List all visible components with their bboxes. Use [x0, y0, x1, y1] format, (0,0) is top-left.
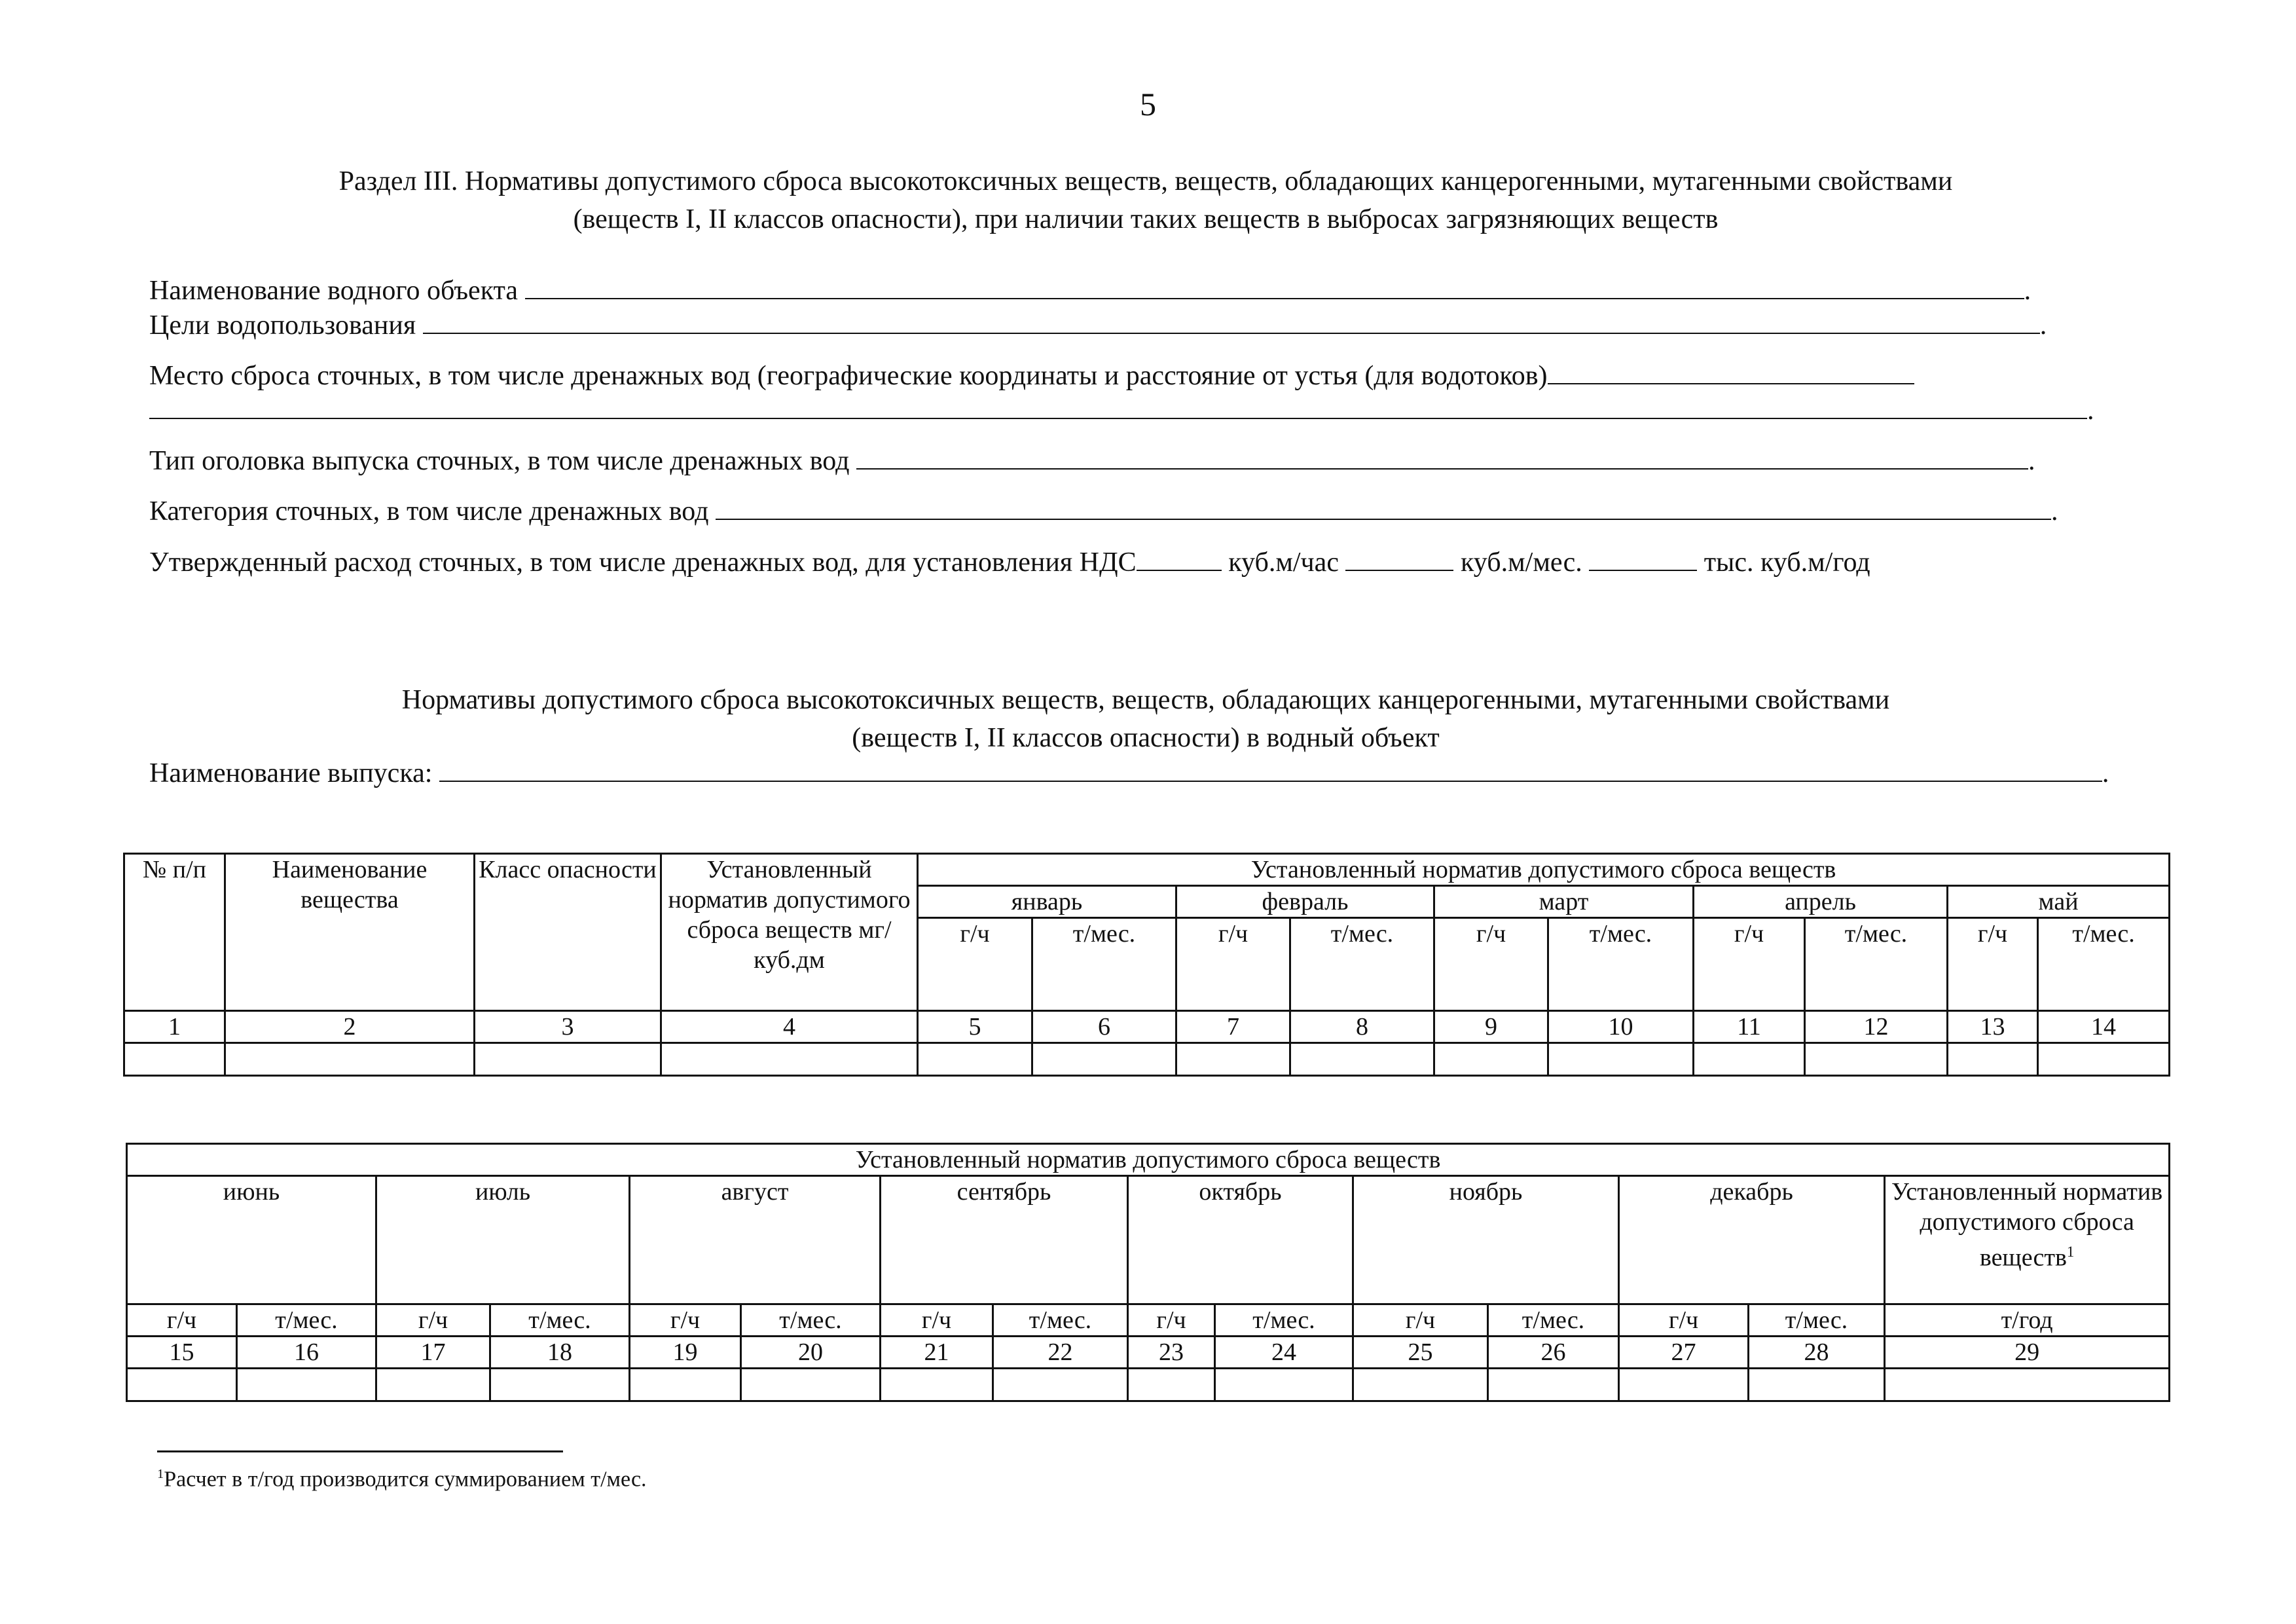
- column-number: 22: [993, 1337, 1128, 1369]
- column-number: 23: [1128, 1337, 1215, 1369]
- unit-header: т/мес.: [237, 1304, 376, 1337]
- column-number: 20: [741, 1337, 881, 1369]
- footnote-ref: 1: [2066, 1244, 2075, 1260]
- water-object-input[interactable]: [525, 272, 2024, 299]
- column-number: 18: [490, 1337, 630, 1369]
- month-header: февраль: [1176, 886, 1434, 918]
- month-header: апрель: [1694, 886, 1948, 918]
- column-number: 4: [661, 1011, 918, 1043]
- table-heading-line2: (веществ I, II классов опасности) в водный объект: [852, 723, 1440, 753]
- data-cell[interactable]: [993, 1369, 1128, 1401]
- unit-year: тыс. куб.м/год: [1704, 547, 1870, 578]
- field-discharge-place: [149, 357, 1914, 393]
- unit-header: т/мес.: [490, 1304, 630, 1337]
- unit-header: г/ч: [1353, 1304, 1488, 1337]
- month-header: июль: [376, 1176, 630, 1304]
- flow-year-input[interactable]: [1589, 544, 1697, 571]
- column-number: 17: [376, 1337, 490, 1369]
- unit-header: т/мес.: [1488, 1304, 1619, 1337]
- footnote: [157, 1467, 647, 1492]
- discharge-place-input-line2[interactable]: [149, 392, 2087, 419]
- column-number: 12: [1805, 1011, 1948, 1043]
- field-water-use-purpose: [149, 306, 2047, 342]
- data-cell[interactable]: [124, 1043, 225, 1076]
- flow-month-input[interactable]: [1345, 544, 1453, 571]
- data-cell[interactable]: [1694, 1043, 1805, 1076]
- column-number: 2: [225, 1011, 475, 1043]
- field-discharge-place-label: Место сброса сточных, в том числе дренажных вод (географические координаты и расстояние от устья (для водотоков): [149, 361, 1548, 391]
- period: .: [2087, 396, 2094, 426]
- unit-header: г/ч: [630, 1304, 741, 1337]
- unit-hour: куб.м/час: [1228, 547, 1339, 578]
- data-cell[interactable]: [237, 1369, 376, 1401]
- data-cell[interactable]: [2038, 1043, 2170, 1076]
- data-cell[interactable]: [127, 1369, 237, 1401]
- annual-norm-header: [1885, 1176, 2170, 1304]
- data-cell[interactable]: [1215, 1369, 1353, 1401]
- field-water-object: [149, 272, 2031, 308]
- month-header: сентябрь: [881, 1176, 1128, 1304]
- unit-header: г/ч: [1948, 918, 2038, 1011]
- period: .: [2102, 758, 2109, 788]
- group-header: Установленный норматив допустимого сброса веществ: [918, 854, 2170, 886]
- month-header: ноябрь: [1353, 1176, 1619, 1304]
- field-approved-flow: [149, 544, 1870, 580]
- unit-header: г/ч: [1176, 918, 1290, 1011]
- column-number: 29: [1885, 1337, 2170, 1369]
- unit-header: г/ч: [1128, 1304, 1215, 1337]
- outlet-name-input[interactable]: [439, 754, 2102, 782]
- column-number-row: [124, 1011, 2170, 1043]
- month-header: январь: [918, 886, 1176, 918]
- data-cell[interactable]: [661, 1043, 918, 1076]
- month-header: август: [630, 1176, 881, 1304]
- field-discharge-place-cont: [149, 392, 2094, 428]
- unit-header: т/мес.: [1805, 918, 1948, 1011]
- section-heading-line2: (веществ I, II классов опасности), при наличии таких веществ в выбросах загрязняющих веществ: [573, 204, 1719, 234]
- annual-norm-label: Установленный норматив допустимого сброса веществ: [1891, 1178, 2163, 1272]
- group-header: Установленный норматив допустимого сброса веществ: [127, 1144, 2170, 1176]
- column-number: 13: [1948, 1011, 2038, 1043]
- col-no-header: № п/п: [124, 854, 225, 1011]
- column-number: 7: [1176, 1011, 1290, 1043]
- unit-header: т/год: [1885, 1304, 2170, 1337]
- unit-header: г/ч: [1619, 1304, 1749, 1337]
- section-heading: [164, 162, 2128, 238]
- field-water-use-purpose-label: Цели водопользования: [149, 310, 416, 341]
- data-cell[interactable]: [1032, 1043, 1176, 1076]
- footnote-separator: [157, 1450, 563, 1452]
- unit-header: т/мес.: [1290, 918, 1434, 1011]
- table-row: [124, 1043, 2170, 1076]
- month-header: июнь: [127, 1176, 376, 1304]
- unit-header: г/ч: [127, 1304, 237, 1337]
- discharge-place-input[interactable]: [1548, 357, 1914, 384]
- table-heading: [164, 681, 2128, 757]
- column-number: 28: [1749, 1337, 1885, 1369]
- data-cell[interactable]: [918, 1043, 1032, 1076]
- data-cell[interactable]: [1619, 1369, 1749, 1401]
- data-cell[interactable]: [490, 1369, 630, 1401]
- data-cell[interactable]: [225, 1043, 475, 1076]
- month-header: октябрь: [1128, 1176, 1353, 1304]
- field-wastewater-category: [149, 492, 2058, 528]
- data-cell[interactable]: [1948, 1043, 2038, 1076]
- data-cell[interactable]: [1749, 1369, 1885, 1401]
- unit-header: т/мес.: [1548, 918, 1694, 1011]
- section-heading-line1: Раздел III. Нормативы допустимого сброса высокотоксичных веществ, веществ, обладающих канцерогенными, мутагенными свойствами: [338, 166, 1953, 196]
- field-water-object-label: Наименование водного объекта: [149, 276, 519, 306]
- period: .: [2050, 496, 2058, 526]
- data-cell[interactable]: [376, 1369, 490, 1401]
- column-number: 25: [1353, 1337, 1488, 1369]
- unit-header: т/мес.: [993, 1304, 1128, 1337]
- column-number: 10: [1548, 1011, 1694, 1043]
- column-number: 19: [630, 1337, 741, 1369]
- col-norm-header: Установленный норматив допустимого сброса веществ мг/куб.дм: [661, 854, 918, 1011]
- col-name-header: Наименование вещества: [225, 854, 475, 1011]
- data-cell[interactable]: [1548, 1043, 1694, 1076]
- data-cell[interactable]: [1805, 1043, 1948, 1076]
- outlet-head-type-input[interactable]: [856, 442, 2028, 470]
- month-header: декабрь: [1619, 1176, 1885, 1304]
- field-outlet-name: [149, 754, 2109, 790]
- column-number: 11: [1694, 1011, 1805, 1043]
- data-cell[interactable]: [1434, 1043, 1548, 1076]
- month-header: май: [1948, 886, 2170, 918]
- approved-flow-label: Утвержденный расход сточных, в том числе дренажных вод, для установления НДС: [149, 547, 1137, 578]
- data-cell[interactable]: [741, 1369, 881, 1401]
- data-cell[interactable]: [1353, 1369, 1488, 1401]
- column-number: 24: [1215, 1337, 1353, 1369]
- field-wastewater-category-label: Категория сточных, в том числе дренажных вод: [149, 496, 709, 526]
- period: .: [2039, 310, 2047, 341]
- unit-header: г/ч: [1694, 918, 1805, 1011]
- table-heading-line1: Нормативы допустимого сброса высокотоксичных веществ, веществ, обладающих канцерогенными, мутагенными свойствами: [401, 685, 1890, 715]
- data-cell[interactable]: [630, 1369, 741, 1401]
- norms-table-jun-dec: [126, 1143, 2170, 1402]
- month-header: март: [1434, 886, 1694, 918]
- column-number: 9: [1434, 1011, 1548, 1043]
- data-cell[interactable]: [881, 1369, 993, 1401]
- data-cell[interactable]: [475, 1043, 661, 1076]
- outlet-name-label: Наименование выпуска:: [149, 758, 433, 788]
- column-number: 1: [124, 1011, 225, 1043]
- column-number: 15: [127, 1337, 237, 1369]
- unit-header: г/ч: [918, 918, 1032, 1011]
- field-outlet-head-type-label: Тип оголовка выпуска сточных, в том числе дренажных вод: [149, 446, 850, 476]
- unit-header: т/мес.: [1215, 1304, 1353, 1337]
- data-cell[interactable]: [1176, 1043, 1290, 1076]
- unit-month: куб.м/мес.: [1460, 547, 1582, 578]
- unit-header: г/ч: [376, 1304, 490, 1337]
- unit-header: т/мес.: [2038, 918, 2170, 1011]
- unit-header: т/мес.: [1032, 918, 1176, 1011]
- column-number: 5: [918, 1011, 1032, 1043]
- column-number: 27: [1619, 1337, 1749, 1369]
- data-cell[interactable]: [1290, 1043, 1434, 1076]
- page-number: 5: [1140, 86, 1156, 122]
- flow-hour-input[interactable]: [1137, 544, 1222, 571]
- table-row: [127, 1369, 2170, 1401]
- data-cell[interactable]: [1488, 1369, 1619, 1401]
- column-number: 8: [1290, 1011, 1434, 1043]
- norms-table-jan-may: [123, 853, 2170, 1077]
- column-number: 26: [1488, 1337, 1619, 1369]
- period: .: [2024, 276, 2032, 306]
- water-use-purpose-input[interactable]: [423, 306, 2040, 334]
- column-number: 3: [475, 1011, 661, 1043]
- unit-header: г/ч: [1434, 918, 1548, 1011]
- unit-header: т/мес.: [1749, 1304, 1885, 1337]
- data-cell[interactable]: [1128, 1369, 1215, 1401]
- column-number-row: [127, 1337, 2170, 1369]
- unit-header: т/мес.: [741, 1304, 881, 1337]
- period: .: [2028, 446, 2035, 476]
- field-outlet-head-type: [149, 442, 2035, 478]
- unit-header: г/ч: [881, 1304, 993, 1337]
- col-class-header: Класс опасности: [475, 854, 661, 1011]
- footnote-mark: 1: [157, 1467, 164, 1481]
- wastewater-category-input[interactable]: [716, 492, 2051, 520]
- column-number: 16: [237, 1337, 376, 1369]
- column-number: 21: [881, 1337, 993, 1369]
- column-number: 6: [1032, 1011, 1176, 1043]
- footnote-text: Расчет в т/год производится суммированием т/мес.: [164, 1467, 647, 1492]
- data-cell[interactable]: [1885, 1369, 2170, 1401]
- column-number: 14: [2038, 1011, 2170, 1043]
